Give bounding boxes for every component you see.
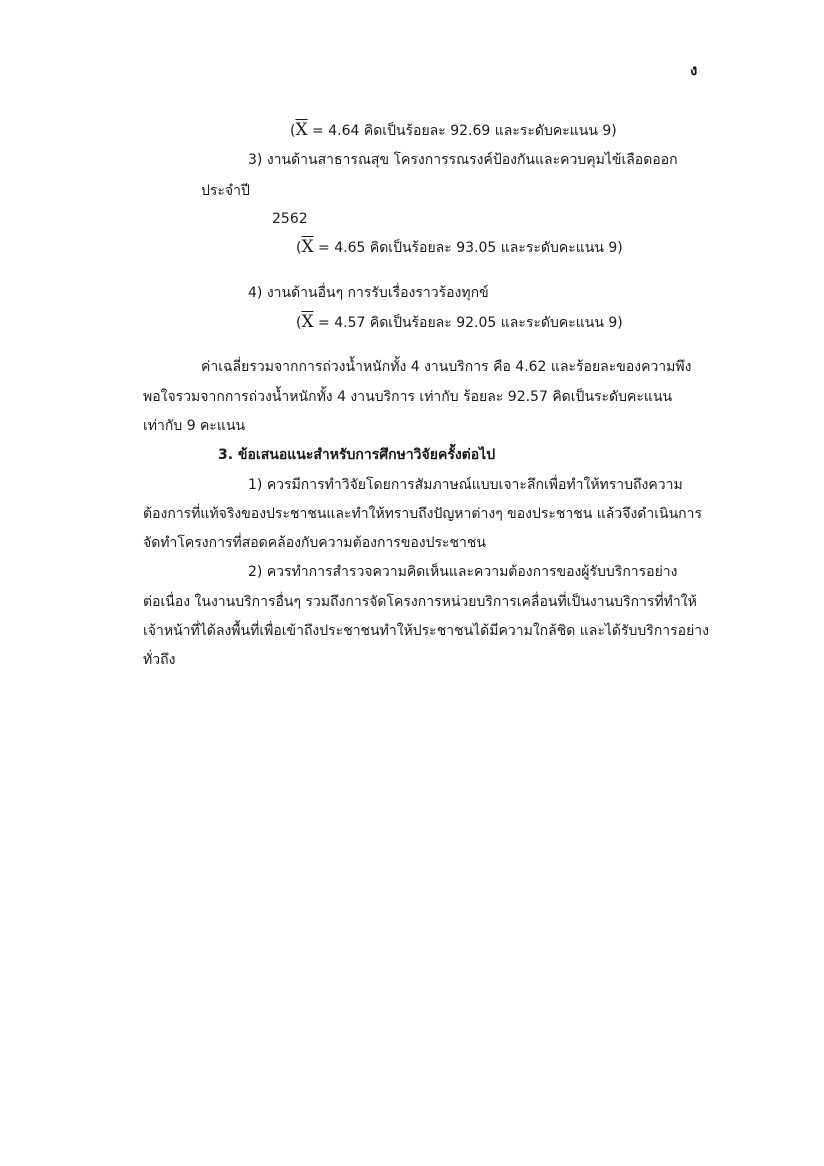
recommendation-2-line-1: 2) ควรทำการสำรวจความคิดเห็นและความต้องการของผู้รับบริการอย่าง xyxy=(248,564,678,580)
stat-line-3 xyxy=(296,237,623,258)
item-3-continuation: ประจำปี xyxy=(201,183,250,199)
stat-text: = 4.64 คิดเป็นร้อยละ 92.69 และระดับคะแนน 9) xyxy=(307,123,617,139)
stat-text: = 4.57 คิดเป็นร้อยละ 92.05 และระดับคะแนน 9) xyxy=(313,315,623,331)
mean-symbol: $\overline{X}$ xyxy=(295,120,308,140)
summary-line-1: ค่าเฉลี่ยรวมจากการถ่วงน้ำหนักทั้ง 4 งานบริการ คือ 4.62 และร้อยละของความพึง xyxy=(201,359,692,375)
recommendation-1-line-2: ต้องการที่แท้จริงของประชาชนและทำให้ทราบถึงปัญหาต่างๆ ของประชาชน แล้วจึงดำเนินการ xyxy=(143,506,703,522)
item-3-heading: 3) งานด้านสาธารณสุข โครงการรณรงค์ป้องกันและควบคุมไข้เลือดออก xyxy=(248,152,678,168)
mean-symbol: $\overline{X}$ xyxy=(301,312,314,332)
recommendation-1-line-3: จัดทำโครงการที่สอดคล้องกับความต้องการของประชาชน xyxy=(143,535,486,551)
mean-symbol: $\overline{X}$ xyxy=(301,237,314,257)
recommendation-2-line-4: ทั่วถึง xyxy=(143,652,176,668)
paren-open: ( xyxy=(290,123,296,139)
item-3-year: 2562 xyxy=(272,211,308,227)
recommendation-1-line-1: 1) ควรมีการทำวิจัยโดยการสัมภาษณ์แบบเจาะลึกเพื่อทำให้ทราบถึงความ xyxy=(248,477,683,493)
page-number: ง xyxy=(690,61,698,79)
item-4-heading: 4) งานด้านอื่นๆ การรับเรื่องราวร้องทุกข์ xyxy=(248,285,489,301)
stat-text: = 4.65 คิดเป็นร้อยละ 93.05 และระดับคะแนน 9) xyxy=(313,240,623,256)
recommendation-2-line-3: เจ้าหน้าที่ได้ลงพื้นที่เพื่อเข้าถึงประชาชนทำให้ประชาชนได้มีความใกล้ชิด และได้รับบริการอย่าง xyxy=(143,623,709,639)
paren-open: ( xyxy=(296,240,302,256)
stat-line-4 xyxy=(296,312,623,333)
stat-line-1 xyxy=(290,120,617,141)
recommendation-2-line-2: ต่อเนื่อง ในงานบริการอื่นๆ รวมถึงการจัดโครงการหน่วยบริการเคลื่อนที่เป็นงานบริการที่ทำให้ xyxy=(143,594,697,610)
summary-line-2: พอใจรวมจากการถ่วงน้ำหนักทั้ง 4 งานบริการ เท่ากับ ร้อยละ 92.57 คิดเป็นระดับคะแนน xyxy=(143,389,673,405)
section-3-title: 3. ข้อเสนอแนะสำหรับการศึกษาวิจัยครั้งต่อไป xyxy=(218,447,496,463)
summary-line-3: เท่ากับ 9 คะแนน xyxy=(143,418,246,434)
paren-open: ( xyxy=(296,315,302,331)
